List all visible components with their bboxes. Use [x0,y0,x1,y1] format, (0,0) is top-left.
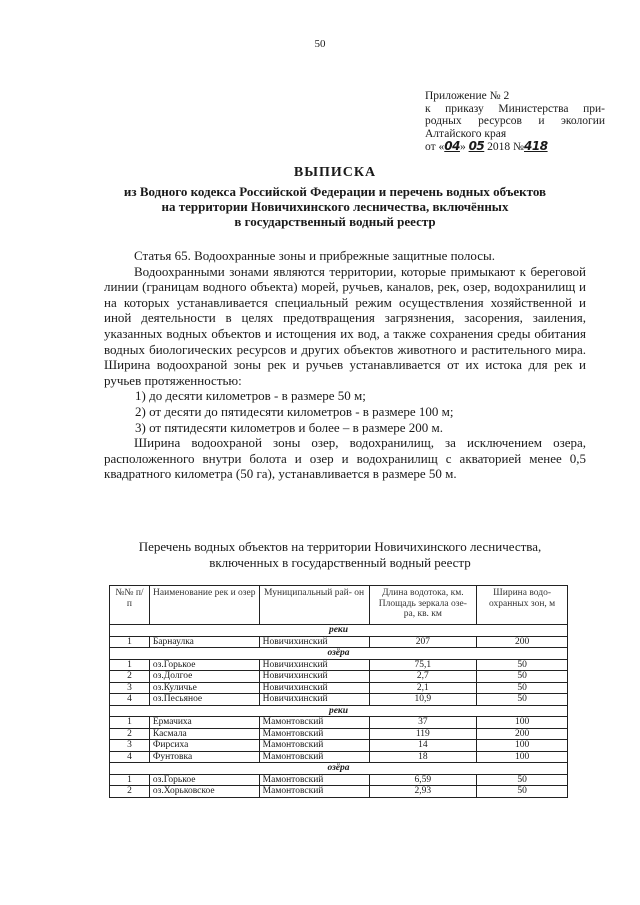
cell-district: Новичихинский [259,636,369,648]
table-row [110,694,568,706]
cell-length: 10,9 [369,694,477,706]
list-item: 3) от пятидесяти километров и более – в размере 200 м. [135,419,444,435]
appendix-line: Приложение № 2 [425,90,510,102]
cell-zone: 100 [477,717,568,729]
list-item: 1) до десяти километров - в размере 50 м; [135,388,366,404]
header-name: Наименование рек и озер [149,586,259,625]
group-label: озёра [110,763,568,775]
cell-length: 2,93 [369,786,477,798]
group-row [110,648,568,660]
cell-zone: 50 [477,774,568,786]
cell-district: Мамонтовский [259,717,369,729]
cell-zone: 50 [477,671,568,683]
table-row [110,728,568,740]
header-zone: Ширина водо- охранных зон, м [477,586,568,625]
appendix-date [425,140,605,154]
cell-length: 2,7 [369,671,477,683]
cell-name: оз.Долгое [149,671,259,683]
group-label: озёра [110,648,568,660]
cell-zone: 50 [477,682,568,694]
list-title-line: включенных в государственный водный реестр [209,554,471,570]
table-row [110,774,568,786]
cell-length: 14 [369,740,477,752]
cell-num: 1 [110,774,150,786]
cell-length: 6,59 [369,774,477,786]
list-title [90,539,590,570]
page-number: 50 [314,38,326,50]
cell-num: 4 [110,694,150,706]
cell-name: оз.Песьяное [149,694,259,706]
cell-name: оз.Куличье [149,682,259,694]
cell-district: Новичихинский [259,659,369,671]
document-title [100,165,570,229]
body-paragraph: Водоохранными зонами являются территории, которые примыкают к береговой линии (границам водного объекта) морей, ручьев, каналов, рек, озер, водохранилищ и на которых устанавливается специальный режим осуществления хозяйственной и иной деятельности в целях предотвращения загрязнения, засорения, заиления, указанных водных объектов и истощения их вод, а также сохранения среды обитания водных биологических ресурсов и других объектов животного и растительного мира. Ширина водоохраной зоны рек и ручьев устанавливается от их истока для рек и ручьев протяженностью: [104,263,586,388]
cell-num: 2 [110,786,150,798]
cell-district: Мамонтовский [259,774,369,786]
cell-name: Фирсиха [149,740,259,752]
cell-num: 4 [110,751,150,763]
handwritten-order-number: 418 [524,139,548,153]
cell-length: 2,1 [369,682,477,694]
list-title-line: Перечень водных объектов на территории Новичихинского лесничества, [138,539,542,554]
cell-name: оз.Горькое [149,659,259,671]
cell-district: Новичихинский [259,682,369,694]
cell-num: 1 [110,717,150,729]
appendix-line: к приказу Министерства при- [425,102,605,115]
title-heading: ВЫПИСКА [293,165,377,180]
cell-num: 3 [110,740,150,752]
appendix-line: Алтайского края [425,127,507,140]
cell-name: Ермачиха [149,717,259,729]
header-num: №№ п/п [110,586,150,625]
group-label: реки [110,625,568,637]
table-row [110,740,568,752]
cell-name: Касмала [149,728,259,740]
cell-district: Новичихинский [259,694,369,706]
cell-length: 37 [369,717,477,729]
cell-zone: 200 [477,728,568,740]
cell-length: 119 [369,728,477,740]
cell-num: 3 [110,682,150,694]
group-row [110,625,568,637]
table-row [110,751,568,763]
table-row [110,717,568,729]
title-line: в государственный водный реестр [234,214,436,229]
title-line: из Водного кодекса Российской Федерации и перечень водных объектов [123,184,547,199]
cell-zone: 100 [477,751,568,763]
date-year: 2018 № [487,141,525,153]
table-row [110,671,568,683]
water-bodies-table [109,585,568,798]
body-paragraph: Ширина водоохраной зоны озер, водохранилищ, за исключением озера, расположенного внутри болота и озер и водохранилищ с акваторией менее 0,5 квадратного километра (50 га), устанавливается в размере 50 м. [104,435,586,482]
group-row [110,705,568,717]
table-row [110,682,568,694]
cell-num: 1 [110,636,150,648]
appendix-block [425,90,605,154]
cell-length: 75,1 [369,659,477,671]
cell-num: 2 [110,671,150,683]
cell-name: оз.Хорьковское [149,786,259,798]
cell-zone: 100 [477,740,568,752]
list-item: 2) от десяти до пятидесяти километров - в размере 100 м; [135,403,454,419]
handwritten-day: 04 [444,139,460,153]
cell-zone: 200 [477,636,568,648]
handwritten-month: 05 [468,139,485,153]
date-prefix: от « [425,141,445,153]
cell-zone: 50 [477,694,568,706]
cell-district: Мамонтовский [259,728,369,740]
cell-zone: 50 [477,659,568,671]
cell-name: Фунтовка [149,751,259,763]
cell-district: Мамонтовский [259,751,369,763]
cell-name: Барнаулка [149,636,259,648]
header-district: Муниципальный рай- он [259,586,369,625]
cell-name: оз.Горькое [149,774,259,786]
table-header-row [110,586,568,625]
cell-district: Мамонтовский [259,740,369,752]
table-row [110,636,568,648]
cell-length: 18 [369,751,477,763]
group-label: реки [110,705,568,717]
article-heading: Статья 65. Водоохранные зоны и прибрежные защитные полосы. [134,248,495,263]
cell-district: Мамонтовский [259,786,369,798]
table-row [110,786,568,798]
group-row [110,763,568,775]
header-length: Длина водотока, км. Площадь зеркала озе- ра, кв. км [369,586,477,625]
cell-length: 207 [369,636,477,648]
cell-district: Новичихинский [259,671,369,683]
table-row [110,659,568,671]
appendix-line: родных ресурсов и экологии [425,115,605,127]
date-mid: » [459,141,466,153]
document-body [104,248,586,482]
cell-zone: 50 [477,786,568,798]
title-line: на территории Новичихинского лесничества, включённых [161,199,509,214]
cell-num: 1 [110,659,150,671]
cell-num: 2 [110,728,150,740]
